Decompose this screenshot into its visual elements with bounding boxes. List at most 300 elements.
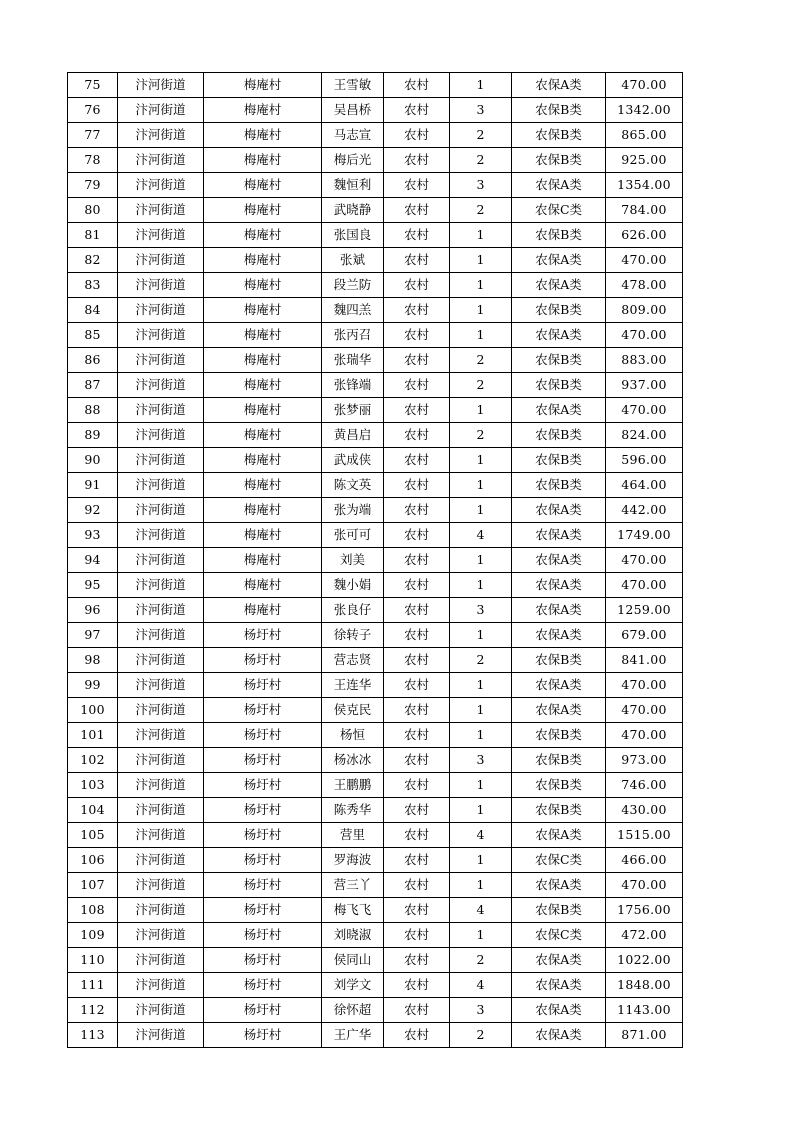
village-cell: 梅庵村 — [204, 98, 322, 123]
amount-cell: 470.00 — [606, 73, 683, 98]
amount-cell: 1342.00 — [606, 98, 683, 123]
row-number-cell: 97 — [68, 623, 118, 648]
area-type-cell: 农村 — [384, 1023, 450, 1048]
amount-cell: 470.00 — [606, 573, 683, 598]
street-cell: 汴河街道 — [118, 848, 204, 873]
insurance-category-cell: 农保B类 — [512, 773, 606, 798]
insurance-category-cell: 农保A类 — [512, 248, 606, 273]
insurance-category-cell: 农保A类 — [512, 523, 606, 548]
name-cell: 陈秀华 — [322, 798, 384, 823]
household-size-cell: 1 — [450, 698, 512, 723]
village-cell: 杨圩村 — [204, 973, 322, 998]
street-cell: 汴河街道 — [118, 173, 204, 198]
row-number-cell: 99 — [68, 673, 118, 698]
household-size-cell: 2 — [450, 348, 512, 373]
row-number-cell: 94 — [68, 548, 118, 573]
amount-cell: 809.00 — [606, 298, 683, 323]
street-cell: 汴河街道 — [118, 148, 204, 173]
row-number-cell: 83 — [68, 273, 118, 298]
street-cell: 汴河街道 — [118, 648, 204, 673]
household-size-cell: 1 — [450, 773, 512, 798]
household-size-cell: 1 — [450, 798, 512, 823]
area-type-cell: 农村 — [384, 123, 450, 148]
name-cell: 王连华 — [322, 673, 384, 698]
table-row — [68, 798, 683, 823]
village-cell: 杨圩村 — [204, 1023, 322, 1048]
insurance-category-cell: 农保A类 — [512, 698, 606, 723]
household-size-cell: 2 — [450, 423, 512, 448]
area-type-cell: 农村 — [384, 673, 450, 698]
name-cell: 梅飞飞 — [322, 898, 384, 923]
area-type-cell: 农村 — [384, 173, 450, 198]
name-cell: 马志宣 — [322, 123, 384, 148]
row-number-cell: 82 — [68, 248, 118, 273]
village-cell: 杨圩村 — [204, 623, 322, 648]
name-cell: 杨恒 — [322, 723, 384, 748]
row-number-cell: 85 — [68, 323, 118, 348]
street-cell: 汴河街道 — [118, 198, 204, 223]
insurance-category-cell: 农保B类 — [512, 348, 606, 373]
insurance-category-cell: 农保B类 — [512, 798, 606, 823]
village-cell: 杨圩村 — [204, 823, 322, 848]
row-number-cell: 75 — [68, 73, 118, 98]
insurance-category-cell: 农保B类 — [512, 648, 606, 673]
amount-cell: 470.00 — [606, 548, 683, 573]
street-cell: 汴河街道 — [118, 623, 204, 648]
insurance-category-cell: 农保A类 — [512, 73, 606, 98]
insurance-category-cell: 农保B类 — [512, 473, 606, 498]
name-cell: 侯同山 — [322, 948, 384, 973]
street-cell: 汴河街道 — [118, 323, 204, 348]
household-size-cell: 2 — [450, 148, 512, 173]
amount-cell: 466.00 — [606, 848, 683, 873]
village-cell: 梅庵村 — [204, 273, 322, 298]
name-cell: 刘美 — [322, 548, 384, 573]
insurance-category-cell: 农保A类 — [512, 623, 606, 648]
area-type-cell: 农村 — [384, 248, 450, 273]
row-number-cell: 104 — [68, 798, 118, 823]
table-row — [68, 623, 683, 648]
name-cell: 刘学文 — [322, 973, 384, 998]
household-size-cell: 1 — [450, 298, 512, 323]
village-cell: 杨圩村 — [204, 923, 322, 948]
name-cell: 张瑞华 — [322, 348, 384, 373]
household-size-cell: 1 — [450, 223, 512, 248]
area-type-cell: 农村 — [384, 823, 450, 848]
household-size-cell: 2 — [450, 373, 512, 398]
table-row — [68, 73, 683, 98]
village-cell: 杨圩村 — [204, 673, 322, 698]
street-cell: 汴河街道 — [118, 423, 204, 448]
table-row — [68, 673, 683, 698]
insurance-category-cell: 农保A类 — [512, 323, 606, 348]
village-cell: 杨圩村 — [204, 798, 322, 823]
table-row — [68, 873, 683, 898]
village-cell: 梅庵村 — [204, 298, 322, 323]
name-cell: 杨冰冰 — [322, 748, 384, 773]
street-cell: 汴河街道 — [118, 298, 204, 323]
amount-cell: 470.00 — [606, 398, 683, 423]
name-cell: 营里 — [322, 823, 384, 848]
village-cell: 杨圩村 — [204, 773, 322, 798]
village-cell: 杨圩村 — [204, 848, 322, 873]
table-row — [68, 898, 683, 923]
table-row — [68, 848, 683, 873]
village-cell: 梅庵村 — [204, 323, 322, 348]
name-cell: 武成侠 — [322, 448, 384, 473]
street-cell: 汴河街道 — [118, 473, 204, 498]
amount-cell: 472.00 — [606, 923, 683, 948]
village-cell: 梅庵村 — [204, 498, 322, 523]
amount-cell: 841.00 — [606, 648, 683, 673]
village-cell: 杨圩村 — [204, 648, 322, 673]
insurance-category-cell: 农保B类 — [512, 898, 606, 923]
household-size-cell: 1 — [450, 848, 512, 873]
table-row — [68, 773, 683, 798]
household-size-cell: 2 — [450, 198, 512, 223]
household-size-cell: 3 — [450, 998, 512, 1023]
street-cell: 汴河街道 — [118, 748, 204, 773]
insurance-category-cell: 农保B类 — [512, 423, 606, 448]
row-number-cell: 89 — [68, 423, 118, 448]
street-cell: 汴河街道 — [118, 1023, 204, 1048]
row-number-cell: 84 — [68, 298, 118, 323]
household-size-cell: 1 — [450, 873, 512, 898]
insurance-category-cell: 农保A类 — [512, 498, 606, 523]
street-cell: 汴河街道 — [118, 873, 204, 898]
name-cell: 张良仔 — [322, 598, 384, 623]
village-cell: 梅庵村 — [204, 198, 322, 223]
table-row — [68, 648, 683, 673]
amount-cell: 1022.00 — [606, 948, 683, 973]
name-cell: 魏小娟 — [322, 573, 384, 598]
name-cell: 徐怀超 — [322, 998, 384, 1023]
row-number-cell: 109 — [68, 923, 118, 948]
insurance-category-cell: 农保B类 — [512, 123, 606, 148]
area-type-cell: 农村 — [384, 273, 450, 298]
area-type-cell: 农村 — [384, 398, 450, 423]
row-number-cell: 76 — [68, 98, 118, 123]
row-number-cell: 95 — [68, 573, 118, 598]
table-row — [68, 348, 683, 373]
village-cell: 梅庵村 — [204, 398, 322, 423]
amount-cell: 784.00 — [606, 198, 683, 223]
area-type-cell: 农村 — [384, 423, 450, 448]
name-cell: 张斌 — [322, 248, 384, 273]
village-cell: 梅庵村 — [204, 573, 322, 598]
household-size-cell: 1 — [450, 273, 512, 298]
insurance-category-cell: 农保B类 — [512, 448, 606, 473]
table-row — [68, 323, 683, 348]
street-cell: 汴河街道 — [118, 823, 204, 848]
row-number-cell: 92 — [68, 498, 118, 523]
amount-cell: 1848.00 — [606, 973, 683, 998]
amount-cell: 430.00 — [606, 798, 683, 823]
insurance-category-cell: 农保A类 — [512, 948, 606, 973]
area-type-cell: 农村 — [384, 848, 450, 873]
row-number-cell: 91 — [68, 473, 118, 498]
household-size-cell: 3 — [450, 598, 512, 623]
street-cell: 汴河街道 — [118, 798, 204, 823]
street-cell: 汴河街道 — [118, 898, 204, 923]
insurance-category-cell: 农保A类 — [512, 1023, 606, 1048]
insurance-category-cell: 农保C类 — [512, 923, 606, 948]
village-cell: 梅庵村 — [204, 598, 322, 623]
name-cell: 王鹏鹏 — [322, 773, 384, 798]
name-cell: 黄昌启 — [322, 423, 384, 448]
name-cell: 武晓静 — [322, 198, 384, 223]
household-size-cell: 2 — [450, 948, 512, 973]
row-number-cell: 88 — [68, 398, 118, 423]
row-number-cell: 107 — [68, 873, 118, 898]
name-cell: 魏四羔 — [322, 298, 384, 323]
table-body — [68, 73, 683, 1048]
village-cell: 梅庵村 — [204, 248, 322, 273]
area-type-cell: 农村 — [384, 498, 450, 523]
amount-cell: 470.00 — [606, 248, 683, 273]
street-cell: 汴河街道 — [118, 448, 204, 473]
row-number-cell: 112 — [68, 998, 118, 1023]
amount-cell: 973.00 — [606, 748, 683, 773]
area-type-cell: 农村 — [384, 723, 450, 748]
village-cell: 梅庵村 — [204, 548, 322, 573]
table-row — [68, 1023, 683, 1048]
row-number-cell: 111 — [68, 973, 118, 998]
area-type-cell: 农村 — [384, 698, 450, 723]
amount-cell: 626.00 — [606, 223, 683, 248]
table-row — [68, 123, 683, 148]
area-type-cell: 农村 — [384, 948, 450, 973]
table-row — [68, 223, 683, 248]
name-cell: 罗海波 — [322, 848, 384, 873]
village-cell: 杨圩村 — [204, 723, 322, 748]
table-row — [68, 823, 683, 848]
table-row — [68, 273, 683, 298]
village-cell: 杨圩村 — [204, 898, 322, 923]
amount-cell: 464.00 — [606, 473, 683, 498]
row-number-cell: 86 — [68, 348, 118, 373]
name-cell: 营三丫 — [322, 873, 384, 898]
household-size-cell: 1 — [450, 473, 512, 498]
row-number-cell: 90 — [68, 448, 118, 473]
row-number-cell: 106 — [68, 848, 118, 873]
area-type-cell: 农村 — [384, 748, 450, 773]
village-cell: 杨圩村 — [204, 948, 322, 973]
area-type-cell: 农村 — [384, 798, 450, 823]
street-cell: 汴河街道 — [118, 948, 204, 973]
area-type-cell: 农村 — [384, 373, 450, 398]
name-cell: 段兰防 — [322, 273, 384, 298]
name-cell: 张丙召 — [322, 323, 384, 348]
name-cell: 张国良 — [322, 223, 384, 248]
area-type-cell: 农村 — [384, 223, 450, 248]
table-row — [68, 548, 683, 573]
insurance-category-cell: 农保A类 — [512, 873, 606, 898]
table-row — [68, 148, 683, 173]
table-row — [68, 373, 683, 398]
household-size-cell: 1 — [450, 323, 512, 348]
street-cell: 汴河街道 — [118, 698, 204, 723]
table-row — [68, 448, 683, 473]
amount-cell: 679.00 — [606, 623, 683, 648]
table-row — [68, 948, 683, 973]
name-cell: 陈文英 — [322, 473, 384, 498]
insurance-category-cell: 农保A类 — [512, 573, 606, 598]
village-cell: 梅庵村 — [204, 473, 322, 498]
household-size-cell: 4 — [450, 823, 512, 848]
village-cell: 梅庵村 — [204, 123, 322, 148]
area-type-cell: 农村 — [384, 523, 450, 548]
area-type-cell: 农村 — [384, 998, 450, 1023]
row-number-cell: 77 — [68, 123, 118, 148]
street-cell: 汴河街道 — [118, 923, 204, 948]
area-type-cell: 农村 — [384, 448, 450, 473]
amount-cell: 925.00 — [606, 148, 683, 173]
area-type-cell: 农村 — [384, 598, 450, 623]
name-cell: 徐转子 — [322, 623, 384, 648]
street-cell: 汴河街道 — [118, 348, 204, 373]
insurance-category-cell: 农保B类 — [512, 373, 606, 398]
row-number-cell: 81 — [68, 223, 118, 248]
area-type-cell: 农村 — [384, 548, 450, 573]
insurance-category-cell: 农保A类 — [512, 398, 606, 423]
village-cell: 梅庵村 — [204, 148, 322, 173]
name-cell: 吴昌桥 — [322, 98, 384, 123]
street-cell: 汴河街道 — [118, 723, 204, 748]
table-row — [68, 198, 683, 223]
insurance-category-cell: 农保C类 — [512, 848, 606, 873]
village-cell: 梅庵村 — [204, 348, 322, 373]
area-type-cell: 农村 — [384, 298, 450, 323]
household-size-cell: 2 — [450, 648, 512, 673]
village-cell: 杨圩村 — [204, 748, 322, 773]
table-row — [68, 723, 683, 748]
village-cell: 梅庵村 — [204, 423, 322, 448]
insurance-category-cell: 农保A类 — [512, 823, 606, 848]
area-type-cell: 农村 — [384, 73, 450, 98]
amount-cell: 883.00 — [606, 348, 683, 373]
area-type-cell: 农村 — [384, 323, 450, 348]
street-cell: 汴河街道 — [118, 123, 204, 148]
area-type-cell: 农村 — [384, 148, 450, 173]
row-number-cell: 108 — [68, 898, 118, 923]
village-cell: 杨圩村 — [204, 873, 322, 898]
village-cell: 梅庵村 — [204, 73, 322, 98]
area-type-cell: 农村 — [384, 648, 450, 673]
village-cell: 杨圩村 — [204, 998, 322, 1023]
household-size-cell: 2 — [450, 1023, 512, 1048]
name-cell: 张锋端 — [322, 373, 384, 398]
amount-cell: 937.00 — [606, 373, 683, 398]
household-size-cell: 1 — [450, 398, 512, 423]
street-cell: 汴河街道 — [118, 773, 204, 798]
area-type-cell: 农村 — [384, 973, 450, 998]
village-cell: 梅庵村 — [204, 523, 322, 548]
street-cell: 汴河街道 — [118, 673, 204, 698]
name-cell: 张可可 — [322, 523, 384, 548]
insurance-category-cell: 农保A类 — [512, 673, 606, 698]
amount-cell: 1143.00 — [606, 998, 683, 1023]
village-cell: 梅庵村 — [204, 373, 322, 398]
household-size-cell: 1 — [450, 573, 512, 598]
household-size-cell: 3 — [450, 98, 512, 123]
amount-cell: 470.00 — [606, 723, 683, 748]
amount-cell: 1259.00 — [606, 598, 683, 623]
table-row — [68, 423, 683, 448]
amount-cell: 746.00 — [606, 773, 683, 798]
name-cell: 侯克民 — [322, 698, 384, 723]
street-cell: 汴河街道 — [118, 248, 204, 273]
street-cell: 汴河街道 — [118, 973, 204, 998]
insurance-category-cell: 农保B类 — [512, 723, 606, 748]
name-cell: 梅后光 — [322, 148, 384, 173]
insurance-category-cell: 农保A类 — [512, 548, 606, 573]
village-cell: 梅庵村 — [204, 173, 322, 198]
street-cell: 汴河街道 — [118, 573, 204, 598]
table-row — [68, 498, 683, 523]
street-cell: 汴河街道 — [118, 548, 204, 573]
amount-cell: 1354.00 — [606, 173, 683, 198]
row-number-cell: 110 — [68, 948, 118, 973]
household-size-cell: 1 — [450, 498, 512, 523]
street-cell: 汴河街道 — [118, 998, 204, 1023]
insurance-category-cell: 农保B类 — [512, 148, 606, 173]
area-type-cell: 农村 — [384, 873, 450, 898]
amount-cell: 1515.00 — [606, 823, 683, 848]
household-size-cell: 4 — [450, 973, 512, 998]
household-size-cell: 2 — [450, 123, 512, 148]
row-number-cell: 79 — [68, 173, 118, 198]
household-size-cell: 1 — [450, 73, 512, 98]
amount-cell: 470.00 — [606, 673, 683, 698]
name-cell: 王广华 — [322, 1023, 384, 1048]
insurance-category-cell: 农保A类 — [512, 973, 606, 998]
table-row — [68, 248, 683, 273]
table-row — [68, 573, 683, 598]
table-row — [68, 173, 683, 198]
amount-cell: 596.00 — [606, 448, 683, 473]
area-type-cell: 农村 — [384, 623, 450, 648]
row-number-cell: 103 — [68, 773, 118, 798]
table-row — [68, 998, 683, 1023]
name-cell: 刘晓淑 — [322, 923, 384, 948]
area-type-cell: 农村 — [384, 348, 450, 373]
village-cell: 杨圩村 — [204, 698, 322, 723]
village-cell: 梅庵村 — [204, 448, 322, 473]
row-number-cell: 100 — [68, 698, 118, 723]
amount-cell: 871.00 — [606, 1023, 683, 1048]
table-row — [68, 973, 683, 998]
row-number-cell: 98 — [68, 648, 118, 673]
household-size-cell: 3 — [450, 748, 512, 773]
beneficiary-table — [67, 72, 683, 1048]
amount-cell: 442.00 — [606, 498, 683, 523]
household-size-cell: 1 — [450, 623, 512, 648]
household-size-cell: 1 — [450, 448, 512, 473]
household-size-cell: 1 — [450, 673, 512, 698]
table-row — [68, 398, 683, 423]
street-cell: 汴河街道 — [118, 598, 204, 623]
table-row — [68, 473, 683, 498]
table-row — [68, 98, 683, 123]
name-cell: 魏恒利 — [322, 173, 384, 198]
area-type-cell: 农村 — [384, 98, 450, 123]
household-size-cell: 4 — [450, 898, 512, 923]
insurance-category-cell: 农保A类 — [512, 598, 606, 623]
insurance-category-cell: 农保B类 — [512, 748, 606, 773]
row-number-cell: 80 — [68, 198, 118, 223]
household-size-cell: 3 — [450, 173, 512, 198]
